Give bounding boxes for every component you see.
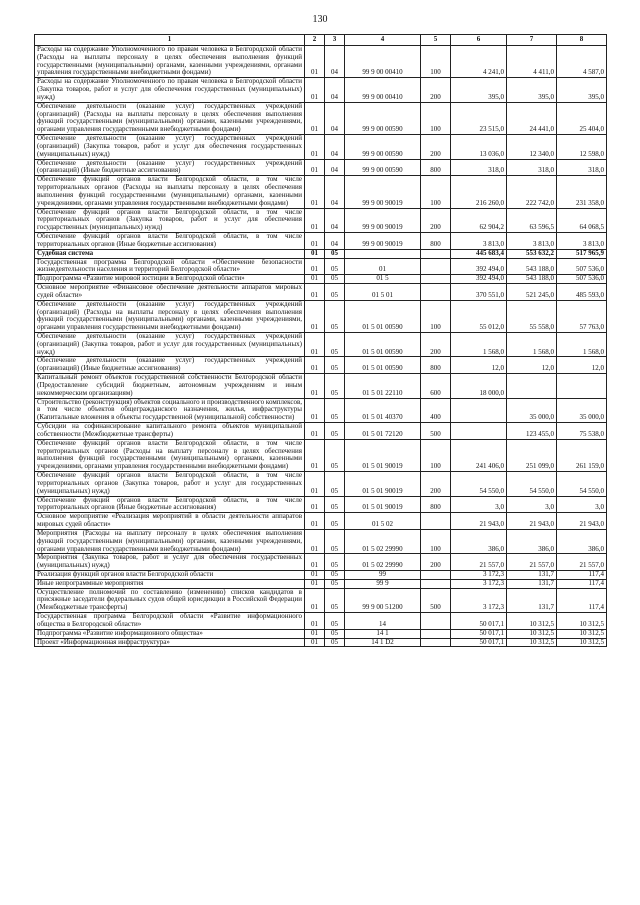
table-row (35, 423, 607, 440)
row-name: Проект «Информационная инфраструктура» (35, 638, 305, 647)
row-amount-year3: 507 536,0 (557, 258, 607, 275)
row-expense-type (421, 571, 451, 580)
row-section: 01 (305, 357, 325, 374)
row-expense-type: 100 (421, 529, 451, 553)
row-section: 01 (305, 513, 325, 530)
row-section: 01 (305, 249, 325, 258)
row-amount-year2: 131,7 (507, 588, 557, 612)
table-row (35, 300, 607, 332)
row-expense-type (421, 613, 451, 630)
row-expense-type: 100 (421, 176, 451, 208)
row-name: Обеспечение деятельности (оказание услуг) государственных учреждений (организаций) (Закупка товаров, работ и услуг для обеспечения государственных (муниципальных) нужд) (35, 135, 305, 159)
row-amount-year3: 386,0 (557, 529, 607, 553)
row-name: Расходы на содержание Уполномоченного по правам человека в Белгородской области (Закупка товаров, работ и услуг для обеспечения государственных (муниципальных) нужд) (35, 78, 305, 102)
row-target-article: 99 9 00 90019 (345, 176, 421, 208)
row-amount-year2: 21 943,0 (507, 513, 557, 530)
row-target-article: 99 9 00 00410 (345, 78, 421, 102)
row-section: 01 (305, 529, 325, 553)
row-target-article: 01 5 02 (345, 513, 421, 530)
row-amount-year2: 131,7 (507, 579, 557, 588)
table-row (35, 529, 607, 553)
row-amount-year3: 117,4 (557, 571, 607, 580)
row-subsection: 05 (325, 496, 345, 513)
table-row (35, 284, 607, 301)
table-row (35, 249, 607, 258)
table-row (35, 579, 607, 588)
row-expense-type: 100 (421, 46, 451, 78)
row-amount-year3: 54 550,0 (557, 472, 607, 496)
row-amount-year1: 21 943,0 (451, 513, 507, 530)
row-target-article: 14 1 (345, 629, 421, 638)
row-amount-year2: 35 000,0 (507, 398, 557, 422)
row-expense-type (421, 249, 451, 258)
row-name: Обеспечение функций органов власти Белгородской области, в том числе территориальных органов (Закупка товаров, работ и услуг для государственных (муниципальных) нужд) (35, 472, 305, 496)
row-amount-year2: 222 742,0 (507, 176, 557, 208)
row-amount-year2: 4 411,0 (507, 46, 557, 78)
row-subsection: 04 (325, 208, 345, 232)
row-amount-year1: 13 036,0 (451, 135, 507, 159)
row-amount-year1: 3 172,3 (451, 571, 507, 580)
row-subsection: 05 (325, 258, 345, 275)
row-target-article: 01 5 (345, 275, 421, 284)
row-amount-year1: 18 000,0 (451, 374, 507, 398)
row-target-article: 99 9 00 00410 (345, 46, 421, 78)
row-amount-year3: 10 312,5 (557, 638, 607, 647)
row-name: Строительство (реконструкция) объектов социального и производственного комплексов, в том числе объектов общегражданского назначения, жилья, инфраструктуры (Капитальные вложения в объекты государственной (муниципальной) собственности) (35, 398, 305, 422)
row-target-article: 14 (345, 613, 421, 630)
row-expense-type: 800 (421, 159, 451, 176)
table-row (35, 78, 607, 102)
row-amount-year1: 3 172,3 (451, 579, 507, 588)
row-subsection: 05 (325, 579, 345, 588)
row-amount-year1: 216 260,0 (451, 176, 507, 208)
row-section: 01 (305, 135, 325, 159)
row-subsection: 05 (325, 513, 345, 530)
row-subsection: 04 (325, 78, 345, 102)
row-expense-type (421, 258, 451, 275)
page-number: 130 (312, 14, 328, 25)
row-subsection: 05 (325, 629, 345, 638)
row-expense-type (421, 284, 451, 301)
row-expense-type: 200 (421, 135, 451, 159)
row-expense-type: 200 (421, 78, 451, 102)
row-target-article: 01 5 01 40370 (345, 398, 421, 422)
row-amount-year3: 1 568,0 (557, 332, 607, 356)
column-header: 4 (345, 35, 421, 46)
row-expense-type: 200 (421, 554, 451, 571)
row-subsection: 04 (325, 159, 345, 176)
header-row (35, 35, 607, 46)
row-name: Обеспечение функций органов власти Белгородской области, в том числе территориальных органов (Расходы на выплату персоналу в целях обеспечения выполнения функций государственными (муниципальными) органами, казенными учреждениями, органами управления государственными внебюджетными фондами) (35, 439, 305, 471)
row-amount-year2: 24 441,0 (507, 102, 557, 134)
row-target-article: 01 5 01 00590 (345, 332, 421, 356)
row-section: 01 (305, 78, 325, 102)
row-amount-year1: 62 904,2 (451, 208, 507, 232)
row-amount-year1: 318,0 (451, 159, 507, 176)
row-name: Субсидии на софинансирование капитального ремонта объектов муниципальной собственности (Межбюджетные трансферты) (35, 423, 305, 440)
row-subsection: 05 (325, 613, 345, 630)
row-amount-year1: 386,0 (451, 529, 507, 553)
row-section: 01 (305, 275, 325, 284)
row-target-article: 99 (345, 571, 421, 580)
row-amount-year2: 123 455,0 (507, 423, 557, 440)
row-name: Основное мероприятие «Реализация мероприятий в области деятельности аппаратов мировых судей области» (35, 513, 305, 530)
row-amount-year2: 21 557,0 (507, 554, 557, 571)
row-target-article: 01 (345, 258, 421, 275)
row-name: Обеспечение деятельности (оказание услуг) государственных учреждений (организаций) (Закупка товаров, работ и услуг для государственных (муниципальных) нужд) (35, 332, 305, 356)
row-amount-year1: 3 172,3 (451, 588, 507, 612)
row-section: 01 (305, 579, 325, 588)
table-row (35, 332, 607, 356)
row-amount-year3: 507 536,0 (557, 275, 607, 284)
table-body (35, 46, 607, 647)
row-amount-year1: 3 813,0 (451, 233, 507, 250)
row-section: 01 (305, 571, 325, 580)
row-section: 01 (305, 284, 325, 301)
row-subsection: 04 (325, 46, 345, 78)
row-amount-year1: 1 568,0 (451, 332, 507, 356)
column-header: 7 (507, 35, 557, 46)
row-amount-year3 (557, 374, 607, 398)
table-row (35, 472, 607, 496)
row-expense-type: 200 (421, 332, 451, 356)
row-amount-year2: 543 188,0 (507, 258, 557, 275)
row-amount-year2: 63 596,5 (507, 208, 557, 232)
row-expense-type: 100 (421, 102, 451, 134)
row-target-article: 01 5 01 00590 (345, 357, 421, 374)
table-row (35, 208, 607, 232)
row-section: 01 (305, 613, 325, 630)
row-target-article: 99 9 00 90019 (345, 233, 421, 250)
row-amount-year3: 10 312,5 (557, 629, 607, 638)
row-section: 01 (305, 398, 325, 422)
row-amount-year2: 3,0 (507, 496, 557, 513)
row-expense-type: 100 (421, 439, 451, 471)
row-expense-type (421, 629, 451, 638)
row-section: 01 (305, 176, 325, 208)
row-name: Обеспечение функций органов власти Белгородской области, в том числе территориальных органов (Иные бюджетные ассигнования) (35, 233, 305, 250)
row-amount-year2: 553 632,2 (507, 249, 557, 258)
row-subsection: 05 (325, 357, 345, 374)
row-name: Обеспечение деятельности (оказание услуг) государственных учреждений (организаций) (Иные бюджетные ассигнования) (35, 159, 305, 176)
row-target-article: 99 9 00 00590 (345, 102, 421, 134)
row-name: Осуществление полномочий по составлению (изменению) списков кандидатов в присяжные заседатели федеральных судов общей юрисдикции в Российской Федерации (Межбюджетные трансферты) (35, 588, 305, 612)
table-row (35, 554, 607, 571)
row-name: Государственная программа Белгородской области «Обеспечение безопасности жизнедеятельности населения и территорий Белгородской области» (35, 258, 305, 275)
row-expense-type: 400 (421, 398, 451, 422)
row-expense-type (421, 275, 451, 284)
row-expense-type: 800 (421, 233, 451, 250)
row-section: 01 (305, 102, 325, 134)
row-target-article: 01 5 01 00590 (345, 300, 421, 332)
table-row (35, 638, 607, 647)
row-amount-year1: 445 683,4 (451, 249, 507, 258)
row-amount-year3: 261 159,0 (557, 439, 607, 471)
row-subsection: 05 (325, 332, 345, 356)
row-amount-year3: 57 763,0 (557, 300, 607, 332)
row-name: Мероприятия (Расходы на выплату персоналу в целях обеспечения выполнения функций государственными (муниципальными) органами, казенными учреждениями, органами управления государственными внебюджетными фондами) (35, 529, 305, 553)
row-amount-year3: 35 000,0 (557, 398, 607, 422)
row-amount-year3: 318,0 (557, 159, 607, 176)
table-row (35, 357, 607, 374)
row-amount-year2: 55 558,0 (507, 300, 557, 332)
column-header: 5 (421, 35, 451, 46)
row-name: Обеспечение деятельности (оказание услуг) государственных учреждений (организаций) (Иные бюджетные ассигнования) (35, 357, 305, 374)
row-section: 01 (305, 300, 325, 332)
table-row (35, 513, 607, 530)
row-subsection: 04 (325, 102, 345, 134)
table-row (35, 258, 607, 275)
row-amount-year1: 395,0 (451, 78, 507, 102)
row-amount-year1: 4 241,0 (451, 46, 507, 78)
row-target-article: 99 9 (345, 579, 421, 588)
table-row (35, 439, 607, 471)
row-subsection: 05 (325, 275, 345, 284)
row-subsection: 04 (325, 233, 345, 250)
budget-table (34, 34, 607, 647)
row-expense-type: 800 (421, 357, 451, 374)
row-name: Государственная программа Белгородской области «Развитие информационного общества в Белгородской области» (35, 613, 305, 630)
row-subsection: 05 (325, 423, 345, 440)
row-amount-year2 (507, 374, 557, 398)
row-subsection: 04 (325, 135, 345, 159)
table-row (35, 496, 607, 513)
row-name: Капитальный ремонт объектов государственной собственности Белгородской области (Предоставление субсидий бюджетным, автономным учреждениям и иным некоммерческим организациям) (35, 374, 305, 398)
row-subsection: 05 (325, 472, 345, 496)
row-amount-year3: 12 598,0 (557, 135, 607, 159)
row-name: Обеспечение функций органов власти Белгородской области, в том числе территориальных органов (Расходы на выплаты персоналу в целях обеспечения выполнения функций государственными (муниципальными) органами, казенными учреждениями, органами управления государственными внебюджетными фондами) (35, 176, 305, 208)
table-row (35, 233, 607, 250)
row-amount-year3: 117,4 (557, 579, 607, 588)
row-target-article: 01 5 01 90019 (345, 439, 421, 471)
row-amount-year1: 23 515,0 (451, 102, 507, 134)
column-header: 3 (325, 35, 345, 46)
row-target-article: 01 5 01 72120 (345, 423, 421, 440)
row-amount-year2: 1 568,0 (507, 332, 557, 356)
row-target-article: 99 9 00 90019 (345, 208, 421, 232)
row-target-article: 99 9 00 51200 (345, 588, 421, 612)
row-amount-year1: 241 406,0 (451, 439, 507, 471)
row-amount-year2: 131,7 (507, 571, 557, 580)
row-name: Мероприятия (Закупка товаров, работ и услуг для обеспечения государственных (муниципальных) нужд) (35, 554, 305, 571)
row-amount-year2: 12 340,0 (507, 135, 557, 159)
row-amount-year3: 10 312,5 (557, 613, 607, 630)
row-subsection: 05 (325, 571, 345, 580)
row-expense-type: 800 (421, 496, 451, 513)
row-expense-type (421, 579, 451, 588)
row-target-article: 99 9 00 00590 (345, 135, 421, 159)
row-amount-year2: 10 312,5 (507, 613, 557, 630)
row-amount-year1: 50 017,1 (451, 638, 507, 647)
row-section: 01 (305, 472, 325, 496)
row-name: Реализация функций органов власти Белгородской области (35, 571, 305, 580)
row-name: Основное мероприятие «Финансовое обеспечение деятельности аппаратов мировых судей области» (35, 284, 305, 301)
row-amount-year3: 21 557,0 (557, 554, 607, 571)
row-target-article: 01 5 02 29990 (345, 554, 421, 571)
row-name: Подпрограмма «Развитие информационного общества» (35, 629, 305, 638)
row-target-article: 01 5 01 90019 (345, 472, 421, 496)
row-name: Судебная система (35, 249, 305, 258)
row-amount-year2: 251 099,0 (507, 439, 557, 471)
row-section: 01 (305, 374, 325, 398)
row-amount-year1 (451, 423, 507, 440)
row-amount-year2: 10 312,5 (507, 638, 557, 647)
row-subsection: 05 (325, 374, 345, 398)
row-amount-year2: 543 188,0 (507, 275, 557, 284)
row-section: 01 (305, 423, 325, 440)
row-amount-year2: 521 245,0 (507, 284, 557, 301)
row-amount-year2: 12,0 (507, 357, 557, 374)
row-section: 01 (305, 332, 325, 356)
row-section: 01 (305, 208, 325, 232)
row-subsection: 05 (325, 554, 345, 571)
row-amount-year1: 3,0 (451, 496, 507, 513)
table-row (35, 46, 607, 78)
row-subsection: 05 (325, 439, 345, 471)
table-row (35, 275, 607, 284)
row-subsection: 05 (325, 284, 345, 301)
row-expense-type: 100 (421, 300, 451, 332)
row-amount-year2: 10 312,5 (507, 629, 557, 638)
row-amount-year1: 55 012,0 (451, 300, 507, 332)
table-row (35, 588, 607, 612)
row-amount-year3: 75 538,0 (557, 423, 607, 440)
row-name: Обеспечение функций органов власти Белгородской области, в том числе территориальных органов (Иные бюджетные ассигнования) (35, 496, 305, 513)
row-section: 01 (305, 159, 325, 176)
table-row (35, 613, 607, 630)
row-section: 01 (305, 629, 325, 638)
row-expense-type: 200 (421, 472, 451, 496)
row-name: Обеспечение деятельности (оказание услуг) государственных учреждений (организаций) (Расходы на выплаты персоналу в целях обеспечения выполнения функций государственными (муниципальными) органами, казенными учреждениями, органами управления государственными внебюджетными фондами) (35, 300, 305, 332)
row-target-article: 01 5 01 (345, 284, 421, 301)
row-section: 01 (305, 496, 325, 513)
row-amount-year3: 395,0 (557, 78, 607, 102)
row-expense-type: 500 (421, 588, 451, 612)
row-amount-year3: 231 358,0 (557, 176, 607, 208)
row-subsection: 05 (325, 300, 345, 332)
row-amount-year2: 395,0 (507, 78, 557, 102)
table-row (35, 571, 607, 580)
row-name: Обеспечение функций органов власти Белгородской области, в том числе территориальных органов (Закупка товаров, работ и услуг для обеспечения государственных (муниципальных) нужд) (35, 208, 305, 232)
row-name: Иные непрограммные мероприятия (35, 579, 305, 588)
row-subsection: 04 (325, 176, 345, 208)
row-amount-year2: 318,0 (507, 159, 557, 176)
row-amount-year1: 12,0 (451, 357, 507, 374)
table-row (35, 159, 607, 176)
row-amount-year1: 50 017,1 (451, 613, 507, 630)
row-amount-year1: 370 551,0 (451, 284, 507, 301)
table-row (35, 629, 607, 638)
row-section: 01 (305, 233, 325, 250)
row-subsection: 05 (325, 588, 345, 612)
row-amount-year3: 3 813,0 (557, 233, 607, 250)
row-amount-year3: 25 404,0 (557, 102, 607, 134)
row-amount-year1: 392 494,0 (451, 275, 507, 284)
row-expense-type: 600 (421, 374, 451, 398)
row-amount-year1 (451, 398, 507, 422)
row-target-article: 01 5 02 29990 (345, 529, 421, 553)
row-amount-year3: 21 943,0 (557, 513, 607, 530)
table-row (35, 374, 607, 398)
row-section: 01 (305, 638, 325, 647)
row-name: Расходы на содержание Уполномоченного по правам человека в Белгородской области (Расходы на выплаты персоналу в целях обеспечения выполнения функций государственными (муниципальными) органами, казенными учреждениями, органами управления государственными внебюджетными фондами) (35, 46, 305, 78)
row-subsection: 05 (325, 638, 345, 647)
row-amount-year2: 3 813,0 (507, 233, 557, 250)
row-target-article: 01 5 01 90019 (345, 496, 421, 513)
row-amount-year3: 4 587,0 (557, 46, 607, 78)
row-amount-year3: 517 965,9 (557, 249, 607, 258)
column-header: 2 (305, 35, 325, 46)
row-section: 01 (305, 46, 325, 78)
row-target-article: 99 9 00 00590 (345, 159, 421, 176)
row-expense-type: 200 (421, 208, 451, 232)
row-section: 01 (305, 588, 325, 612)
row-name: Подпрограмма «Развитие мировой юстиции в Белгородской области» (35, 275, 305, 284)
row-name: Обеспечение деятельности (оказание услуг) государственных учреждений (организаций) (Расходы на выплаты персоналу в целях обеспечения выполнения функций государственными (муниципальными) органами, казенными учреждениями, органами управления государственными внебюджетными фондами) (35, 102, 305, 134)
row-amount-year3: 64 068,5 (557, 208, 607, 232)
row-amount-year3: 3,0 (557, 496, 607, 513)
table-row (35, 102, 607, 134)
row-subsection: 05 (325, 529, 345, 553)
row-amount-year3: 12,0 (557, 357, 607, 374)
column-header: 6 (451, 35, 507, 46)
row-target-article: 01 5 01 22110 (345, 374, 421, 398)
row-amount-year3: 485 593,0 (557, 284, 607, 301)
row-section: 01 (305, 439, 325, 471)
row-target-article (345, 249, 421, 258)
row-amount-year1: 54 550,0 (451, 472, 507, 496)
row-section: 01 (305, 258, 325, 275)
row-section: 01 (305, 554, 325, 571)
row-expense-type (421, 638, 451, 647)
row-amount-year1: 392 494,0 (451, 258, 507, 275)
row-amount-year2: 54 550,0 (507, 472, 557, 496)
table-row (35, 176, 607, 208)
table-row (35, 398, 607, 422)
row-amount-year3: 117,4 (557, 588, 607, 612)
column-header: 8 (557, 35, 607, 46)
row-subsection: 05 (325, 398, 345, 422)
row-target-article: 14 1 D2 (345, 638, 421, 647)
table-row (35, 135, 607, 159)
row-amount-year2: 386,0 (507, 529, 557, 553)
row-amount-year1: 21 557,0 (451, 554, 507, 571)
row-amount-year1: 50 017,1 (451, 629, 507, 638)
column-header: 1 (35, 35, 305, 46)
row-subsection: 05 (325, 249, 345, 258)
row-expense-type (421, 513, 451, 530)
row-expense-type: 500 (421, 423, 451, 440)
